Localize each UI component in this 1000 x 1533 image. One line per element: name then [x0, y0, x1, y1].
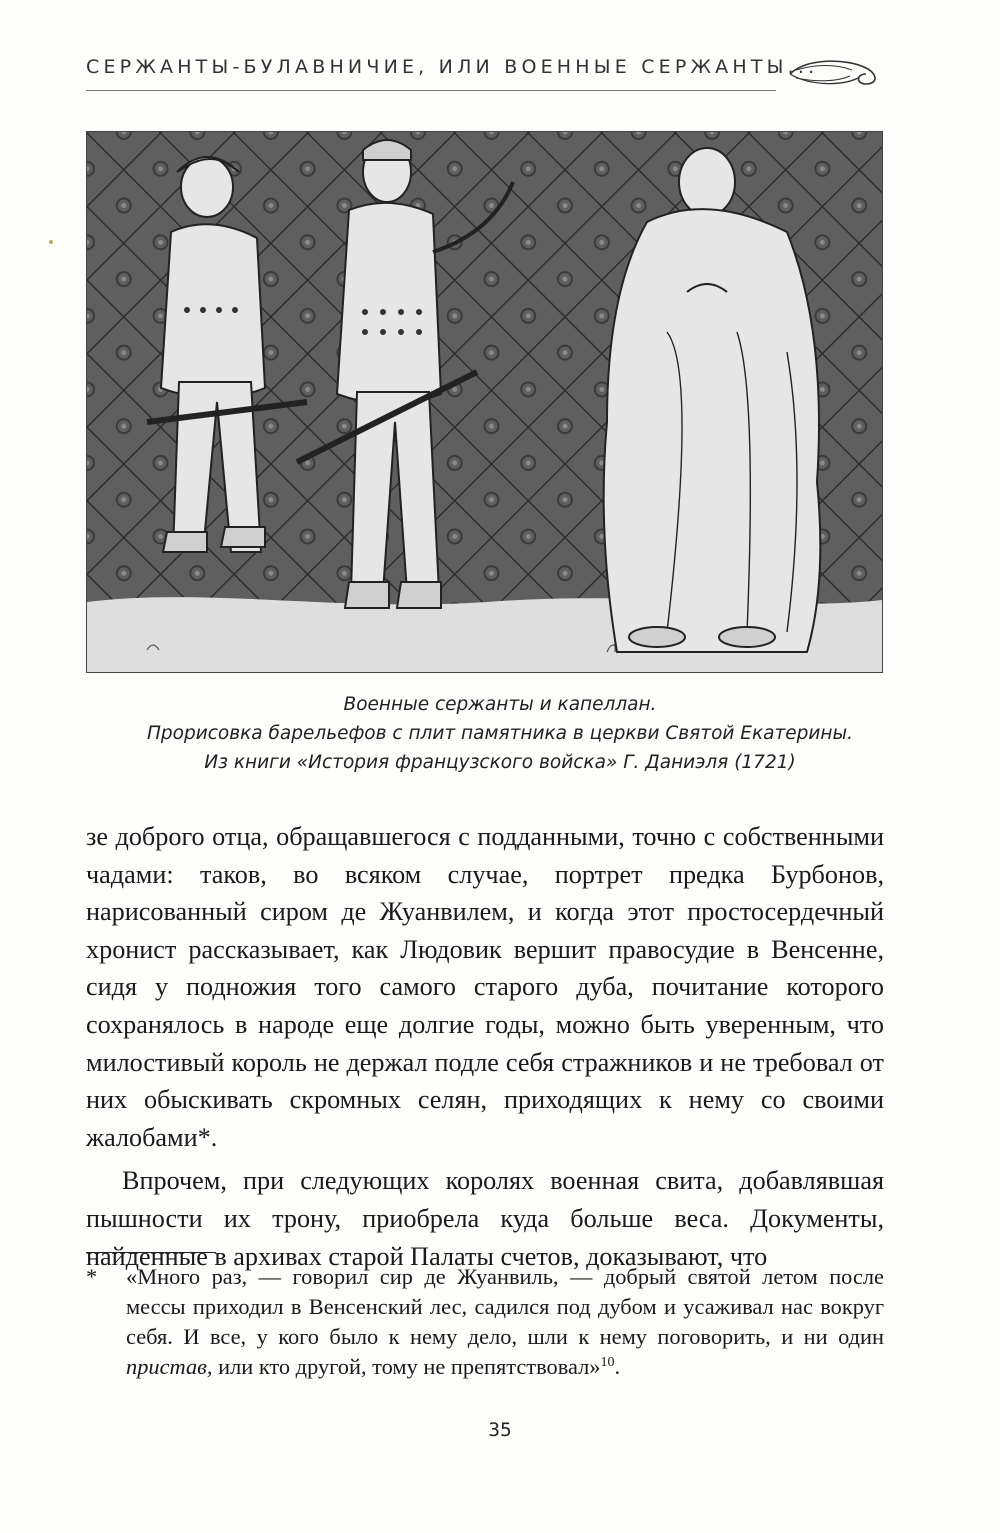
- figure-caption: [60, 690, 940, 777]
- caption-line: Из книги «История французского войска» Г. Даниэля (1721): [204, 752, 796, 773]
- paragraph: Впрочем, при следующих королях военная свита, добавлявшая пышности их трону, приобрела куда больше веса. Документы, найденные в архивах старой Палаты счетов, доказывают, что: [86, 1166, 884, 1271]
- footnote-text-part: «Много раз, — говорил сир де Жуанвиль, — добрый святой летом после мессы приходил в Венсенский лес, садился под дубом и усаживал нас вокруг себя. И все, у кого было к нему дело, шли к нему поговорить, и ни один: [126, 1264, 884, 1349]
- footnote-text-part: или кто другой, тому не препятствовал»: [212, 1354, 601, 1379]
- body-text: [86, 818, 884, 1275]
- flourish-ornament-icon: [786, 56, 886, 92]
- footnote-mark: *: [86, 1264, 98, 1289]
- footnote-italic-term: пристав,: [126, 1354, 213, 1379]
- caption-line: Прорисовка барельефов с плит памятника в церкви Святой Екатерины.: [146, 723, 854, 744]
- running-head: [86, 50, 886, 100]
- paragraph: зе доброго отца, обращавшегося с подданными, точно с собственными чадами: таков, во всяком случае, портрет предка Бурбонов, нарисованный сиром де Жуанвилем, и когда этот простосердечный хронист рассказывает, как Людовик вершит правосудие в Венсенне, сидя у подножия того самого старого дуба, почитание которого сохранялось в народе еще долгие годы, можно быть уверенным, что милостивый король не держал подле себя стражников и не требовал от них обыскивать скромных селян, приходящих к нему со своими жалобами*.: [86, 822, 884, 1152]
- footnote-separator: [86, 1252, 216, 1253]
- running-head-rule: [86, 90, 776, 91]
- page-number: 35: [488, 1420, 512, 1441]
- caption-line: Военные сержанты и капеллан.: [343, 694, 657, 715]
- footnote-reference: 10: [600, 1355, 615, 1370]
- engraving-illustration: [86, 131, 883, 673]
- footnote-text: [126, 1262, 884, 1382]
- print-speck: [49, 240, 53, 244]
- engraving-illustration-icon: [87, 132, 882, 672]
- footnote-text-end: .: [614, 1354, 621, 1379]
- footnote: [86, 1262, 884, 1382]
- running-head-title: СЕРЖАНТЫ-БУЛАВНИЧИЕ, ИЛИ ВОЕННЫЕ СЕРЖАНТЫ...: [86, 56, 819, 78]
